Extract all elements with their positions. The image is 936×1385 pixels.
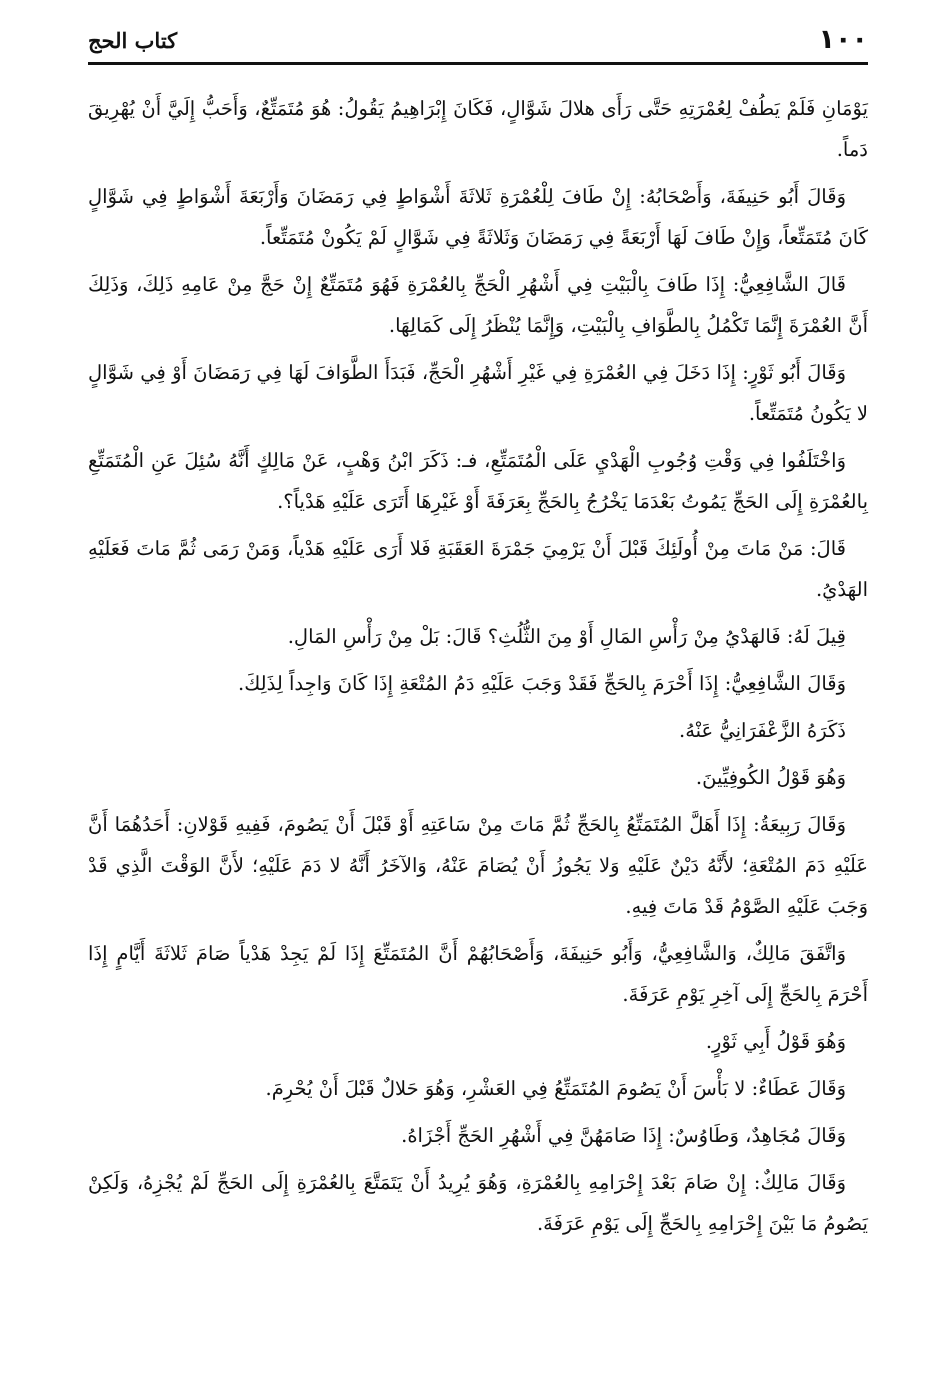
paragraph: وَاخْتَلَفُوا فِي وَقْتِ وُجُوبِ الْهَدْيِ عَلَى الْمُتَمَتِّعِ، فـ: ذَكَرَ ابْنُ وَهْبٍ، عَنْ مَالِكٍ أَنَّهُ سُئِلَ عَنِ الْمُتَمَتِّعِ بِالعُمْرَةِ إِلَى الحَجِّ يَمُوتُ بَعْدَمَا يَخْرُجُ بِالحَجِّ بِعَرَفَةَ أَوْ غَيْرِهَا أَتَرَى عَلَيْهِ هَدْياً؟. — [88, 449, 868, 513]
page-header — [88, 12, 868, 74]
paragraph: وَهُوَ قَوْلُ أَبِي ثَوْرٍ. — [705, 1030, 846, 1053]
paragraph: وَقَالَ مَالِكٌ: إِنْ صَامَ بَعْدَ إِحْرَامِهِ بِالعُمْرَةِ، وَهُوَ يُرِيدُ أَنْ يَتَمَتَّعَ بِالعُمْرَةِ إِلَى الحَجِّ لَمْ يُجْزِهُ، وَلَكِنْ يَصُومُ مَا بَيْنَ إِحْرَامِهِ بِالحَجِّ إِلَى يَوْمِ عَرَفَةَ. — [88, 1171, 868, 1235]
paragraph: وَقَالَ أَبُو ثَوْرٍ: إِذَا دَخَلَ فِي العُمْرَةِ فِي غَيْرِ أَشْهُرِ الْحَجِّ، فَبَدَأَ الطَّوَافَ لَهَا فِي رَمَضَانَ أَوْ فِي شَوَّالٍ لا يَكُونُ مُتَمَتِّعاً. — [88, 361, 868, 425]
paragraph: وَقَالَ مُجَاهِدٌ، وَطَاوُسٌ: إِذَا صَامَهُنَّ فِي أَشْهُرِ الحَجِّ أَجْزَاهُ. — [401, 1124, 846, 1147]
paragraph: ذَكَرَهُ الزَّعْفَرَانِيُّ عَنْهُ. — [679, 719, 846, 742]
paragraph: وَقَالَ أَبُو حَنِيفَةَ، وَأَصْحَابُهُ: إِنْ طَافَ لِلْعُمْرَةِ ثَلاثَةَ أَشْوَاطٍ فِي رَمَضَانَ وَأَرْبَعَةَ أَشْوَاطٍ فِي شَوَّالٍ كَانَ مُتَمَتِّعاً، وَإِنْ طَافَ لَهَا أَرْبَعَةً فِي رَمَضَانَ وَثَلاثَةً فِي شَوَّالٍ لَمْ يَكُونْ مُتَمَتِّعاً. — [88, 185, 868, 249]
paragraph: وَهُوَ قَوْلُ الكُوفِيِّينَ. — [695, 766, 846, 789]
paragraph: قَالَ: مَنْ مَاتَ مِنْ أُولَئِكَ قَبْلَ أَنْ يَرْمِيَ جَمْرَةَ العَقَبَةِ فَلا أَرَى عَلَيْهِ هَدْياً، وَمَنْ رَمَى ثُمَّ مَاتَ فَعَلَيْهِ الهَدْيُ. — [88, 537, 868, 601]
paragraph: قَالَ الشَّافِعِيُّ: إِذَا طَافَ بِالْبَيْتِ فِي أَشْهُرِ الْحَجِّ بِالعُمْرَةِ فَهُوَ مُتَمَتِّعٌ إِنْ حَجَّ مِنْ عَامِهِ ذَلِكَ، وَذَلِكَ أَنَّ العُمْرَةَ إِنَّمَا تَكْمُلُ بِالطَّوَافِ بِالْبَيْتِ، وَإِنَّمَا يُنْظَرُ إِلَى كَمَالِهَا. — [88, 273, 868, 337]
paragraph: وَاتَّفَقَ مَالِكٌ، وَالشَّافِعِيُّ، وَأَبُو حَنِيفَةَ، وَأَصْحَابُهُمْ أَنَّ المُتَمَتِّعَ إِذَا لَمْ يَجِدْ هَدْياً صَامَ ثَلاثَةَ أَيَّامٍ إِذَا أَحْرَمَ بِالحَجِّ إِلَى آخِرِ يَوْمِ عَرَفَةَ. — [88, 942, 868, 1006]
paragraph: قِيلَ لَهُ: فَالهَدْيُ مِنْ رَأْسِ المَالِ أَوْ مِنَ الثُّلُثِ؟ قَالَ: بَلْ مِنْ رَأْسِ المَالِ. — [287, 625, 846, 648]
header-rule — [88, 62, 868, 65]
page-number: ١٠٠ — [818, 24, 868, 55]
paragraph: وَقَالَ رَبِيعَةُ: إِذَا أَهَلَّ المُتَمَتِّعُ بِالحَجِّ ثُمَّ مَاتَ مِنْ سَاعَتِهِ أَوْ قَبْلَ أَنْ يَصُومَ، فَفِيهِ قَوْلانِ: أَحَدُهُمَا أَنَّ عَلَيْهِ دَمَ المُتْعَةِ؛ لأَنَّهُ دَيْنٌ عَلَيْهِ وَلا يَجُوزُ أَنْ يُصَامَ عَنْهُ، وَالآخَرُ أَنَّهُ لا دَمَ عَلَيْهِ؛ لأَنَّ الوَقْتَ الَّذِي قَدْ وَجَبَ عَلَيْهِ الصَّوْمُ قَدْ مَاتَ فِيهِ. — [88, 813, 868, 918]
running-title: كتاب الحج — [88, 28, 178, 53]
paragraph: وَقَالَ عَطَاءٌ: لا بَأْسَ أَنْ يَصُومَ المُتَمَتِّعُ فِي العَشْرِ، وَهُوَ حَلالٌ قَبْلَ أَنْ يُحْرِمَ. — [265, 1077, 846, 1100]
paragraph: وَقَالَ الشَّافِعِيُّ: إِذَا أَحْرَمَ بِالحَجِّ فَقَدْ وَجَبَ عَلَيْهِ دَمُ المُتْعَةِ إِذَا كَانَ وَاجِداً لِذَلِكَ. — [238, 672, 846, 695]
paragraph: يَوْمَانِ فَلَمْ يَطُفْ لِعُمْرَتِهِ حَتَّى رَأَى هلالَ شَوَّالٍ، فَكَانَ إِبْرَاهِيمُ يَقُولُ: هُوَ مُتَمَتِّعٌ، وَأَحَبُّ إِلَيَّ أَنْ يُهْرِيقَ دَماً. — [88, 97, 868, 161]
text-body — [88, 88, 868, 1244]
